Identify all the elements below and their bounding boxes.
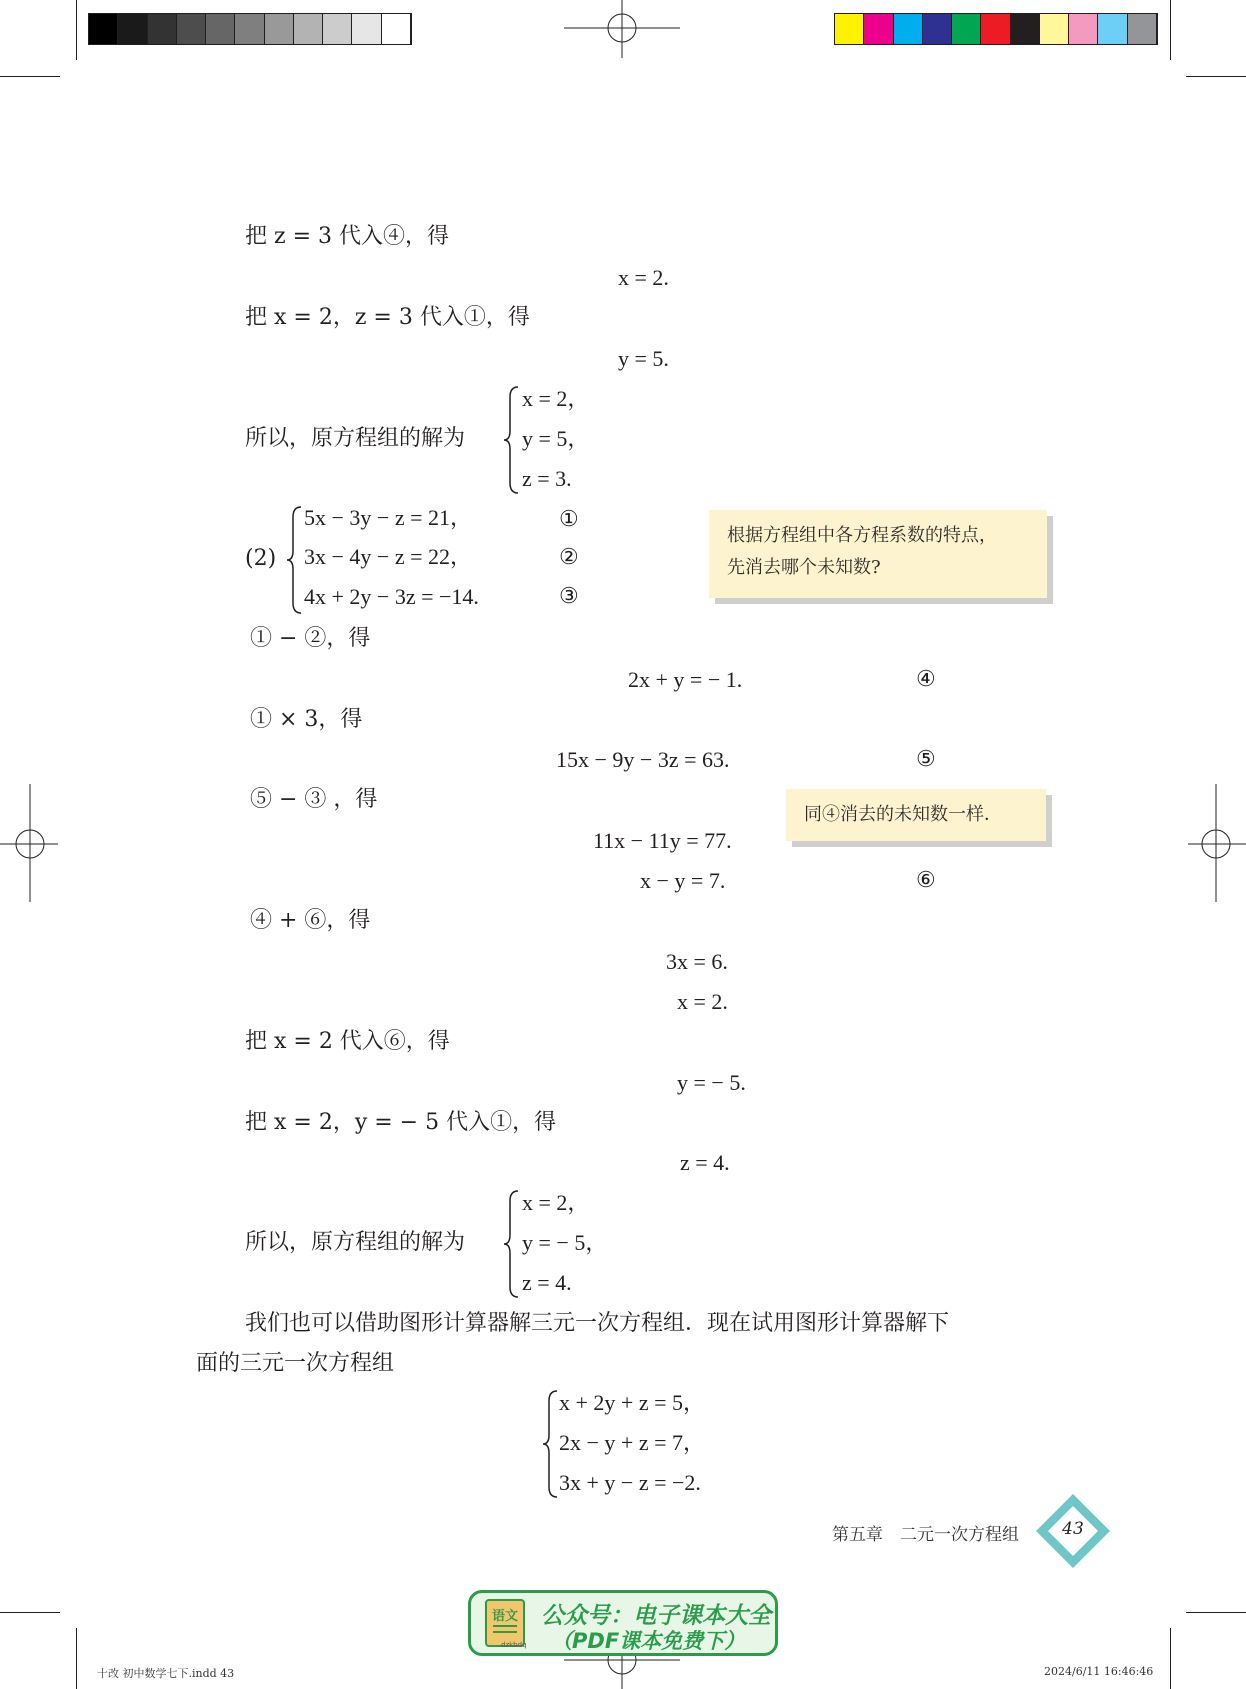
text-line: 把 x = 2，z = 3 代入①，得: [245, 305, 530, 330]
brace-icon: [285, 505, 303, 615]
solution-line: x = 2，: [522, 1190, 590, 1215]
color-swatch: [1069, 14, 1098, 44]
system-equation: x + 2y + z = 5，: [559, 1390, 705, 1415]
book-line: [493, 1631, 517, 1633]
color-swatch: [323, 14, 352, 44]
equation: x = 2.: [677, 989, 728, 1014]
color-swatch: [923, 14, 952, 44]
equation-number: ⑤: [916, 747, 936, 772]
color-swatch: [981, 14, 1010, 44]
crop-mark: [76, 1628, 77, 1689]
color-swatch: [235, 14, 264, 44]
equation: 3x = 6.: [666, 949, 728, 974]
system-equation: 3x + y − z = −2.: [559, 1470, 701, 1495]
watermark-line: （PDF课本免费下）: [551, 1629, 746, 1653]
brace-icon: [541, 1389, 559, 1499]
watermark-icon-sub: dzkbdq: [501, 1641, 527, 1649]
margin-note-line: 根据方程组中各方程系数的特点，: [727, 525, 997, 546]
color-swatch: [206, 14, 235, 44]
crop-mark: [1170, 0, 1171, 60]
color-swatch: [352, 14, 381, 44]
color-swatch: [1040, 14, 1069, 44]
crop-mark: [1170, 1628, 1171, 1689]
color-swatch: [177, 14, 206, 44]
equation: 11x − 11y = 77.: [593, 828, 732, 853]
equation: x − y = 7.: [640, 868, 726, 893]
book-icon-label: 语文: [491, 1609, 518, 1624]
text-line: 把 x = 2，y = − 5 代入①，得: [245, 1110, 557, 1135]
equation-number: ②: [559, 545, 579, 570]
equation: z = 4.: [680, 1150, 730, 1175]
color-swatch: [1098, 14, 1127, 44]
system-equation: 4x + 2y − 3z = −14.: [304, 584, 479, 609]
system-equation: 5x − 3y − z = 21，: [304, 505, 472, 530]
text-line: ⑤ − ③ ，得: [250, 787, 378, 812]
equation: y = 5.: [618, 346, 669, 371]
registration-mark-right: [1186, 784, 1246, 904]
slug-filename: 十改 初中数学七下.indd 43: [97, 1667, 235, 1680]
text-line: 把 z = 3 代入④，得: [245, 224, 449, 249]
solution-label: 所以，原方程组的解为: [245, 426, 466, 451]
page-number: 43: [1062, 1519, 1084, 1539]
brace-icon: [502, 385, 520, 495]
equation-number: ⑥: [916, 868, 936, 893]
margin-note-line: 先消去哪个未知数?: [727, 557, 881, 578]
equation-number: ④: [916, 667, 936, 692]
color-swatch: [382, 14, 411, 44]
solution-line: z = 3.: [522, 466, 572, 491]
crop-mark: [0, 1612, 60, 1613]
crop-mark: [76, 0, 77, 60]
part-label: (2): [245, 546, 277, 571]
color-swatch: [148, 14, 177, 44]
system-equation: 2x − y + z = 7，: [559, 1430, 705, 1455]
margin-note: [709, 510, 1047, 598]
registration-mark-top: [562, 0, 682, 60]
crop-mark: [0, 76, 60, 77]
solution-line: y = − 5，: [522, 1230, 608, 1255]
text-line: ④ + ⑥，得: [250, 908, 371, 933]
paragraph-line: 我们也可以借助图形计算器解三元一次方程组．现在试用图形计算器解下: [245, 1311, 950, 1336]
equation: 2x + y = − 1.: [628, 667, 743, 692]
equation: 15x − 9y − 3z = 63.: [556, 747, 730, 772]
color-swatch: [1128, 14, 1157, 44]
color-calibration-bar: [834, 13, 1158, 45]
color-swatch: [118, 14, 147, 44]
slug-timestamp: 2024/6/11 16:46:46: [1044, 1665, 1154, 1678]
solution-line: y = 5，: [522, 426, 590, 451]
book-line: [493, 1625, 517, 1627]
text-line: ① − ②，得: [250, 626, 371, 651]
brace-icon: [502, 1189, 520, 1299]
equation: y = − 5.: [677, 1070, 746, 1095]
color-swatch: [89, 14, 118, 44]
solution-line: x = 2，: [522, 386, 590, 411]
book-icon: [485, 1599, 525, 1647]
registration-mark-left: [0, 784, 60, 904]
color-swatch: [952, 14, 981, 44]
color-swatch: [835, 14, 864, 44]
crop-mark: [1186, 76, 1246, 77]
equation-number: ③: [559, 584, 579, 609]
paragraph-line: 面的三元一次方程组: [196, 1351, 395, 1376]
margin-note: [786, 789, 1046, 841]
text-line: ① × 3，得: [250, 707, 363, 732]
color-swatch: [1011, 14, 1040, 44]
equation-number: ①: [559, 507, 579, 532]
equation: x = 2.: [618, 265, 669, 290]
crop-mark: [1186, 1612, 1246, 1613]
chapter-title: 二元一次方程组: [900, 1525, 1019, 1545]
solution-label: 所以，原方程组的解为: [245, 1230, 466, 1255]
color-swatch: [894, 14, 923, 44]
chapter-label: 第五章: [832, 1525, 883, 1545]
system-equation: 3x − 4y − z = 22，: [304, 544, 472, 569]
solution-line: z = 4.: [522, 1270, 572, 1295]
color-swatch: [294, 14, 323, 44]
color-swatch: [864, 14, 893, 44]
watermark-banner: [468, 1590, 778, 1656]
color-swatch: [265, 14, 294, 44]
grayscale-calibration-bar: [88, 13, 412, 45]
watermark-line: 公众号：电子课本大全: [541, 1603, 771, 1629]
text-line: 把 x = 2 代入⑥，得: [245, 1029, 450, 1054]
margin-note-line: 同④消去的未知数一样．: [804, 804, 1002, 825]
